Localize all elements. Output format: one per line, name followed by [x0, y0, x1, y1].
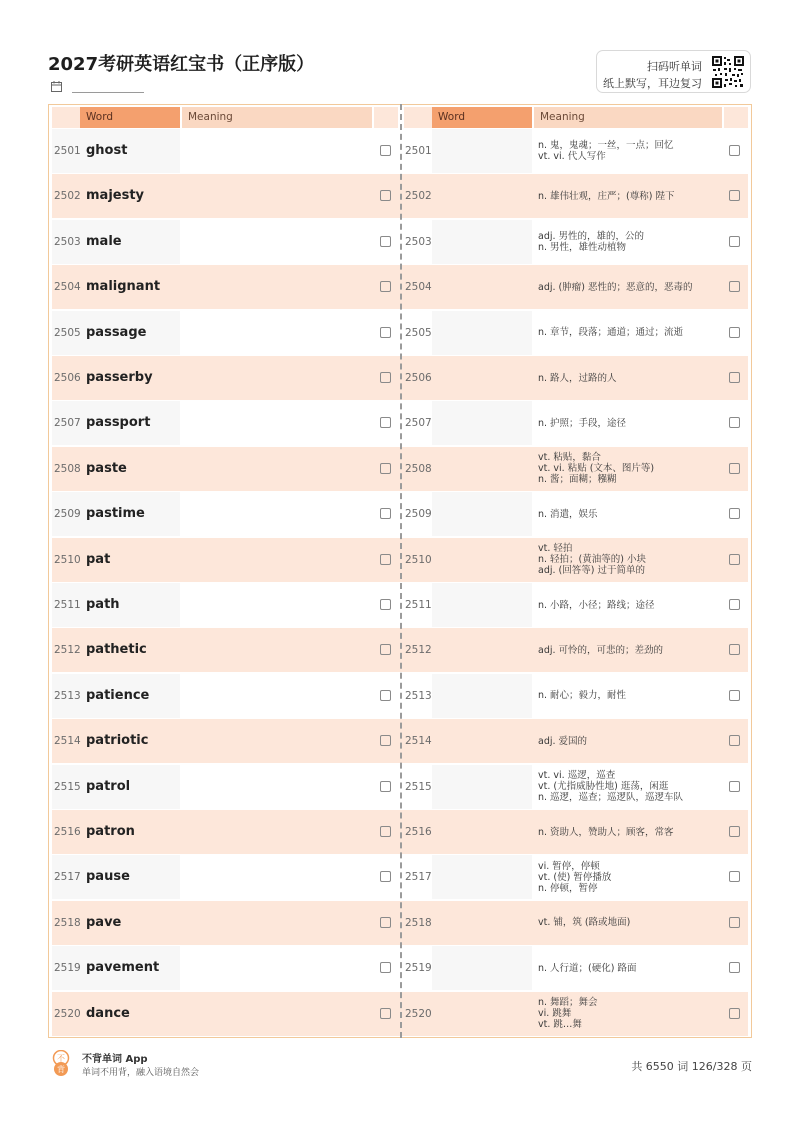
app-logo-icon — [50, 1050, 72, 1076]
meaning-text: adj. 爱国的 — [538, 735, 588, 747]
meaning-text: adj. 男性的，雄的，公的 n. 男性，雄性动植物 — [538, 230, 645, 253]
word-blank-cell[interactable] — [432, 946, 532, 990]
meaning-blank-cell[interactable] — [182, 855, 372, 899]
meaning-text: adj. (肿瘤) 恶性的；恶意的，恶毒的 — [538, 281, 693, 293]
meaning-blank-cell[interactable] — [182, 628, 372, 672]
word-blank-cell[interactable] — [432, 265, 532, 309]
page-info: 共 6550 词 126/328 页 — [631, 1060, 752, 1073]
word-blank-cell[interactable] — [432, 992, 532, 1036]
word-number: 2503 — [405, 235, 432, 248]
word-blank-cell[interactable] — [432, 311, 532, 355]
word-number: 2516 — [405, 826, 432, 838]
word-checkbox[interactable] — [729, 463, 740, 474]
word-checkbox[interactable] — [729, 599, 740, 610]
word-text: pave — [86, 914, 122, 930]
word-number: 2511 — [405, 599, 432, 611]
meaning-checkbox[interactable] — [380, 599, 391, 610]
promo-line-2: 纸上默写，耳边复习 — [603, 77, 702, 90]
word-number: 2515 — [54, 780, 81, 793]
word-number: 2520 — [405, 1007, 432, 1020]
meaning-text: n. 人行道；(硬化) 路面 — [538, 962, 637, 974]
word-text: malignant — [86, 279, 161, 295]
word-number: 2507 — [54, 417, 81, 430]
word-number: 2507 — [405, 417, 432, 430]
meaning-checkbox[interactable] — [380, 917, 391, 928]
word-text: path — [86, 597, 120, 612]
word-number: 2511 — [54, 599, 81, 611]
meaning-checkbox[interactable] — [380, 236, 391, 247]
word-text: majesty — [86, 188, 145, 204]
word-number: 2516 — [54, 826, 81, 838]
meaning-checkbox[interactable] — [380, 735, 391, 746]
meaning-blank-cell[interactable] — [182, 447, 372, 491]
word-checkbox[interactable] — [729, 644, 740, 655]
word-checkbox[interactable] — [729, 236, 740, 247]
meaning-checkbox[interactable] — [380, 463, 391, 474]
word-blank-cell[interactable] — [432, 538, 532, 582]
word-number: 2506 — [54, 372, 81, 384]
meaning-text: n. 护照；手段，途径 — [538, 417, 627, 429]
qr-code-icon[interactable] — [712, 56, 744, 88]
meaning-text: n. 雄伟壮观，庄严；(尊称) 陛下 — [538, 190, 675, 202]
word-blank-cell[interactable] — [432, 855, 532, 899]
word-text: dance — [86, 1005, 130, 1021]
page-title: 2027考研英语红宝书（正序版） — [48, 54, 315, 75]
meaning-checkbox[interactable] — [380, 644, 391, 655]
word-text: patrol — [86, 778, 131, 794]
word-blank-cell[interactable] — [432, 220, 532, 264]
word-text: passport — [86, 415, 151, 431]
left-header-check-cell — [374, 107, 398, 128]
word-number: 2509 — [405, 508, 432, 521]
word-blank-cell[interactable] — [432, 492, 532, 536]
word-checkbox[interactable] — [729, 554, 740, 565]
word-blank-cell[interactable] — [432, 583, 532, 627]
word-number: 2505 — [405, 326, 432, 339]
meaning-checkbox[interactable] — [380, 372, 391, 383]
word-text: paste — [86, 460, 127, 476]
word-checkbox[interactable] — [729, 917, 740, 928]
word-number: 2502 — [54, 190, 81, 203]
word-number: 2518 — [405, 916, 432, 929]
right-header-check-cell — [724, 107, 748, 128]
date-line — [72, 92, 144, 93]
meaning-text: vi. 暂停，停顿 vt. (使) 暂停播放 n. 停顿，暂停 — [538, 860, 612, 894]
word-text: pathetic — [86, 642, 147, 658]
svg-text:不: 不 — [57, 1054, 65, 1063]
meaning-text: adj. 可怜的，可悲的；差劲的 — [538, 644, 664, 656]
word-number: 2510 — [405, 553, 432, 566]
meaning-checkbox[interactable] — [380, 327, 391, 338]
meaning-blank-cell[interactable] — [182, 265, 372, 309]
word-text: patience — [86, 687, 150, 703]
meaning-blank-cell[interactable] — [182, 356, 372, 400]
meaning-blank-cell[interactable] — [182, 583, 372, 627]
meaning-text: n. 耐心；毅力，耐性 — [538, 690, 627, 702]
meaning-checkbox[interactable] — [380, 145, 391, 156]
word-number: 2512 — [54, 644, 81, 657]
fold-divider — [400, 104, 402, 1038]
meaning-blank-cell[interactable] — [182, 992, 372, 1036]
meaning-text: n. 路人，过路的人 — [538, 372, 617, 384]
meaning-checkbox[interactable] — [380, 417, 391, 428]
meaning-checkbox[interactable] — [380, 781, 391, 792]
word-number: 2517 — [405, 871, 432, 884]
right-header-meaning: Meaning — [534, 107, 722, 128]
left-header-meaning: Meaning — [182, 107, 372, 128]
meaning-blank-cell[interactable] — [182, 901, 372, 945]
word-number: 2504 — [54, 281, 81, 294]
meaning-checkbox[interactable] — [380, 1008, 391, 1019]
word-text: pastime — [86, 506, 145, 522]
meaning-blank-cell[interactable] — [182, 538, 372, 582]
meaning-checkbox[interactable] — [380, 281, 391, 292]
word-number: 2512 — [405, 644, 432, 657]
meaning-checkbox[interactable] — [380, 190, 391, 201]
word-checkbox[interactable] — [729, 417, 740, 428]
meaning-text: n. 章节，段落；通道；通过；流逝 — [538, 327, 684, 339]
meaning-checkbox[interactable] — [380, 962, 391, 973]
word-checkbox[interactable] — [729, 871, 740, 882]
meaning-blank-cell[interactable] — [182, 719, 372, 763]
word-checkbox[interactable] — [729, 327, 740, 338]
calendar-icon — [51, 81, 62, 92]
meaning-text: vt. 轻拍 n. 轻拍；(黄油等的) 小块 adj. (回答等) 过于简单的 — [538, 543, 646, 577]
app-name: 不背单词 App — [82, 1054, 148, 1065]
meaning-checkbox[interactable] — [380, 690, 391, 701]
word-text: male — [86, 233, 122, 249]
meaning-blank-cell[interactable] — [182, 311, 372, 355]
promo-line-1: 扫码听单词 — [647, 60, 702, 73]
word-number: 2504 — [405, 281, 432, 294]
word-number: 2519 — [405, 962, 432, 975]
word-blank-cell[interactable] — [432, 401, 532, 445]
meaning-checkbox[interactable] — [380, 508, 391, 519]
meaning-blank-cell[interactable] — [182, 946, 372, 990]
meaning-blank-cell[interactable] — [182, 220, 372, 264]
word-number: 2508 — [405, 462, 432, 475]
word-text: pause — [86, 869, 130, 885]
word-number: 2510 — [54, 553, 81, 566]
meaning-blank-cell[interactable] — [182, 401, 372, 445]
right-header-word: Word — [432, 107, 532, 128]
word-checkbox[interactable] — [729, 372, 740, 383]
word-number: 2501 — [54, 145, 81, 157]
left-header-num-cell — [52, 107, 80, 128]
word-number: 2514 — [54, 735, 81, 748]
word-text: pavement — [86, 960, 160, 976]
word-text: passage — [86, 324, 147, 340]
word-blank-cell[interactable] — [432, 628, 532, 672]
word-text: pat — [86, 551, 111, 567]
word-blank-cell[interactable] — [432, 356, 532, 400]
meaning-text: n. 鬼，鬼魂；一丝，一点；回忆 vt. vi. 代人写作 — [538, 140, 674, 162]
word-text: patron — [86, 824, 135, 839]
word-checkbox[interactable] — [729, 826, 740, 837]
word-number: 2503 — [54, 235, 81, 248]
meaning-checkbox[interactable] — [380, 871, 391, 882]
meaning-blank-cell[interactable] — [182, 674, 372, 718]
word-blank-cell[interactable] — [432, 174, 532, 218]
word-number: 2502 — [405, 190, 432, 203]
word-checkbox[interactable] — [729, 145, 740, 156]
word-number: 2515 — [405, 780, 432, 793]
meaning-text: vt. 粘贴，黏合 vt. vi. 粘贴 (文本、图片等) n. 酱；面糊；糨糊 — [538, 452, 655, 486]
left-header-word: Word — [80, 107, 180, 128]
meaning-text: n. 小路，小径；路线；途径 — [538, 599, 655, 611]
word-blank-cell[interactable] — [432, 447, 532, 491]
word-text: passerby — [86, 370, 153, 385]
word-text: ghost — [86, 143, 128, 158]
meaning-text: vt. 铺，筑 (路或地面) — [538, 917, 631, 929]
word-number: 2508 — [54, 462, 81, 475]
word-number: 2518 — [54, 916, 81, 929]
word-number: 2506 — [405, 372, 432, 384]
meaning-blank-cell[interactable] — [182, 129, 372, 173]
word-checkbox[interactable] — [729, 1008, 740, 1019]
meaning-blank-cell[interactable] — [182, 765, 372, 809]
word-blank-cell[interactable] — [432, 765, 532, 809]
word-number: 2519 — [54, 962, 81, 975]
word-checkbox[interactable] — [729, 281, 740, 292]
meaning-checkbox[interactable] — [380, 826, 391, 837]
meaning-checkbox[interactable] — [380, 554, 391, 565]
meaning-text: n. 资助人，赞助人；顾客，常客 — [538, 826, 674, 838]
meaning-blank-cell[interactable] — [182, 810, 372, 854]
word-blank-cell[interactable] — [432, 901, 532, 945]
word-checkbox[interactable] — [729, 781, 740, 792]
word-checkbox[interactable] — [729, 508, 740, 519]
word-number: 2501 — [405, 145, 432, 157]
word-blank-cell[interactable] — [432, 719, 532, 763]
word-blank-cell[interactable] — [432, 129, 532, 173]
word-number: 2505 — [54, 326, 81, 339]
meaning-text: vt. vi. 巡逻，巡查 vt. (尤指威胁性地) 逛荡，闲逛 n. 巡逻，巡查；巡逻队，巡逻车队 — [538, 770, 684, 804]
word-checkbox[interactable] — [729, 962, 740, 973]
word-number: 2513 — [405, 689, 432, 702]
app-slogan: 单词不用背，融入语境自然会 — [82, 1068, 200, 1078]
word-number: 2520 — [54, 1007, 81, 1020]
meaning-blank-cell[interactable] — [182, 174, 372, 218]
word-number: 2513 — [54, 689, 81, 702]
meaning-text: n. 消遣，娱乐 — [538, 508, 598, 520]
meaning-text: n. 舞蹈；舞会 vi. 跳舞 vt. 跳…舞 — [538, 997, 598, 1031]
right-header-num-cell — [404, 107, 432, 128]
word-number: 2517 — [54, 871, 81, 884]
word-checkbox[interactable] — [729, 735, 740, 746]
svg-text:背: 背 — [57, 1065, 65, 1074]
word-blank-cell[interactable] — [432, 810, 532, 854]
word-checkbox[interactable] — [729, 190, 740, 201]
word-number: 2509 — [54, 508, 81, 521]
meaning-blank-cell[interactable] — [182, 492, 372, 536]
word-text: patriotic — [86, 733, 149, 749]
word-number: 2514 — [405, 735, 432, 748]
word-checkbox[interactable] — [729, 690, 740, 701]
audio-promo-box — [596, 50, 751, 93]
word-blank-cell[interactable] — [432, 674, 532, 718]
